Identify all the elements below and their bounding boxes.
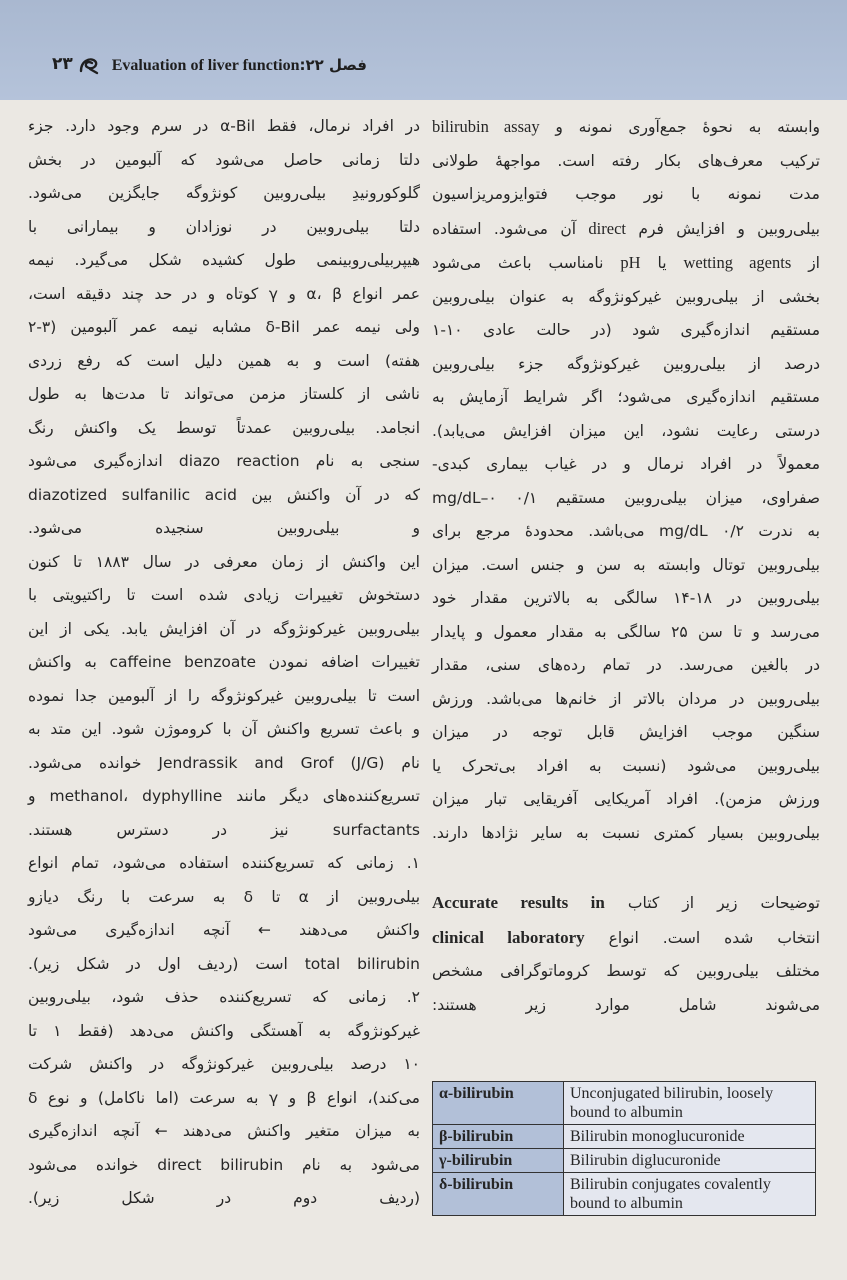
paragraph-line bbox=[432, 921, 820, 956]
paragraph-line: به میزان متغیر واکنش می‌دهند ← آنچه اندازه‌گیری bbox=[28, 1122, 420, 1140]
text-segment: یا bbox=[657, 254, 667, 272]
paragraph-line: عمر انواع α، β و γ کوتاه و در حد چند دقیقه است، bbox=[28, 284, 420, 303]
bilirubin-type-description: Bilirubin diglucuronide bbox=[564, 1149, 816, 1173]
paragraph-line: واکنش می‌دهند ← آنچه اندازه‌گیری می‌شود bbox=[28, 921, 420, 939]
paragraph-line bbox=[432, 212, 820, 247]
paragraph-line bbox=[432, 955, 820, 989]
text-segment: pH bbox=[620, 253, 641, 272]
paragraph-line: بیلی‌روبین توتال وابسته به سن و جنس است. میزان bbox=[432, 555, 820, 574]
text-segment: مختلف بیلی‌روبین که توسط کروماتوگرافی مشخص bbox=[432, 962, 820, 980]
text-segment: clinical laboratory bbox=[432, 927, 585, 947]
paragraph-line: در بالغین می‌رسد. در تمام رده‌های سنی، مقدار bbox=[432, 656, 820, 674]
text-segment: مستقیم اندازه‌گیری می‌شود؛ اگر شرایط آزمایش به bbox=[432, 388, 820, 406]
chapter-title-fa: :فصل ۲۲ bbox=[299, 56, 367, 74]
paragraph-line: بیلی‌روبین از α تا δ به سرعت با رنگ دیازو bbox=[28, 887, 421, 906]
paragraph-line: surfactants نیز در دسترس هستند. bbox=[28, 820, 420, 839]
paragraph-line: نام Jendrassik and Grof (J/G) خوانده می‌شود. bbox=[28, 753, 420, 772]
paragraph-line: ولی نیمه عمر δ-Bil مشابه نیمه عمر آلبومین (۳-۲ bbox=[28, 318, 420, 336]
paragraph-line: می‌کند)، انواع β و γ به سرعت (اما ناکامل) و نوع δ bbox=[28, 1088, 420, 1107]
chapter-title bbox=[112, 56, 367, 75]
text-segment: ترکیب معرف‌های بکار رفته است. مواجههٔ طولانی bbox=[432, 151, 820, 170]
bilirubin-type-description: Unconjugated bilirubin, loosely bound to albumin bbox=[564, 1082, 816, 1125]
page-number: ۲۳ bbox=[52, 54, 73, 74]
paragraph-line: هیپربیلی‌روبینمی طول کشیده شکل می‌گیرد. نیمه bbox=[28, 251, 420, 269]
paragraph-line: است تا بیلی‌روبین غیرکونژوگه را از آلبومین جدا نموده bbox=[28, 686, 420, 705]
text-segment: درصد از بیلی‌روبین غیرکونژوگه جزء بیلی‌روبین bbox=[432, 354, 820, 373]
paragraph-line bbox=[432, 246, 820, 281]
paragraph-line: هفته) است و به همین دلیل است که رفع زردی bbox=[28, 351, 420, 370]
paragraph-line: دلتا زمانی حاصل می‌شود که آلبومین در بخش bbox=[28, 150, 420, 169]
paragraph-line: انجامد. بیلی‌روبین عمدتاً توسط یک واکنش رنگ bbox=[28, 418, 420, 437]
paragraph-line: ۱۰ درصد بیلی‌روبین غیرکونژوگه در واکنش شرکت bbox=[28, 1055, 420, 1073]
text-segment: wetting agents bbox=[683, 253, 792, 272]
bilirubin-types-table bbox=[432, 1081, 816, 1216]
paragraph-line: سنگین موجب افزایش قابل توجه در میزان bbox=[432, 723, 820, 741]
paragraph-line: بیلی‌روبین غیرکونژوگه در آن افزایش یابد. یکی از این bbox=[28, 619, 420, 638]
text-segment: توضیحات زیر از کتاب bbox=[627, 894, 821, 912]
paragraph-line: دستخوش تغییرات زیادی شده است تا راکتیویتی با bbox=[28, 586, 420, 604]
text-segment: از bbox=[808, 254, 820, 272]
paragraph-line bbox=[432, 989, 820, 1023]
table-row bbox=[433, 1149, 816, 1173]
text-segment: بخشی از بیلی‌روبین غیرکونژوگه به عنوان بیلی‌روبین bbox=[432, 287, 820, 306]
paragraph-line: ۲. زمانی که تسریع‌کننده حذف شود، بیلی‌روبین bbox=[28, 988, 420, 1006]
bilirubin-type-name: α-bilirubin bbox=[433, 1082, 564, 1125]
text-segment: direct bbox=[588, 218, 626, 238]
paragraph-line: تغییرات اضافه نمودن caffeine benzoate به واکنش bbox=[28, 653, 420, 671]
text-segment: bilirubin assay bbox=[432, 117, 540, 136]
paragraph-line: بیلی‌روبین در ۱۸-۱۴ سالگی به بالاترین مقدار خود bbox=[432, 589, 820, 607]
paragraph-line: صفراوی، میزان بیلی‌روبین مستقیم ۰/۱ mg/dL–۰ bbox=[432, 488, 820, 507]
table-row bbox=[433, 1173, 816, 1216]
text-segment: وابسته به نحوهٔ جمع‌آوری نمونه و bbox=[555, 118, 820, 136]
chapter-mark-icon bbox=[78, 55, 100, 75]
paragraph-line: ورزش مزمن). افراد آمریکایی آفریقایی تبار میزان bbox=[432, 790, 820, 808]
paragraph-line: گلوکورونیدِ بیلی‌روبین کونژوگه جایگزین می‌شود. bbox=[28, 184, 420, 202]
paragraph-line: ۱. زمانی که تسریع‌کننده استفاده می‌شود، تمام انواع bbox=[28, 854, 420, 872]
paragraph-line bbox=[432, 415, 820, 449]
text-segment: درستی رعایت نشود، این میزان افزایش می‌یابد). bbox=[432, 421, 820, 440]
paragraph-line: (ردیف دوم در شکل زیر). bbox=[28, 1189, 420, 1207]
paragraph-gap bbox=[432, 850, 820, 886]
paragraph-line: که در آن واکنش بین diazotized sulfanilic acid bbox=[28, 485, 420, 504]
paragraph-line: سنجی به نام diazo reaction اندازه‌گیری می‌شود bbox=[28, 452, 420, 470]
bilirubin-type-description: Bilirubin monoglucuronide bbox=[564, 1125, 816, 1149]
paragraph-line: دلتا بیلی‌روبین در نوزادان و بیمارانی با bbox=[28, 217, 420, 236]
left-column bbox=[28, 110, 420, 1216]
paragraph-line: می‌شود به نام direct bilirubin خوانده می‌شود bbox=[28, 1155, 420, 1174]
right-column bbox=[432, 110, 820, 1022]
text-segment: آن می‌شود. استفاده bbox=[432, 219, 577, 238]
text-segment: نامناسب باعث می‌شود bbox=[432, 254, 604, 272]
text-segment: مدت نمونه با نور موجب فتوایزومریزاسیون bbox=[432, 185, 820, 203]
paragraph-line bbox=[432, 145, 820, 179]
bilirubin-type-description: Bilirubin conjugates covalently bound to albumin bbox=[564, 1173, 816, 1216]
paragraph-line: ناشی از کلستاز مزمن می‌تواند تا مدت‌ها به طول bbox=[28, 385, 420, 403]
paragraph-line bbox=[432, 110, 820, 145]
paragraph-line: بیلی‌روبین می‌شود (نسبت به افراد بی‌تحرک یا bbox=[432, 756, 820, 775]
paragraph-line: total bilirubin است (ردیف اول در شکل زیر). bbox=[28, 954, 420, 973]
text-segment: مستقیم اندازه‌گیری شود (در حالت عادی ۱۰-۱ bbox=[432, 321, 820, 339]
paragraph-line: و باعث تسریع واکنش آن با کروموژن شود. این متد به bbox=[28, 720, 420, 738]
bilirubin-type-name: δ-bilirubin bbox=[433, 1173, 564, 1216]
table-row bbox=[433, 1125, 816, 1149]
bilirubin-type-name: β-bilirubin bbox=[433, 1125, 564, 1149]
paragraph-line bbox=[432, 381, 820, 415]
paragraph-line: این واکنش از زمان معرفی در سال ۱۸۸۳ تا کنون bbox=[28, 552, 420, 571]
paragraph-line: غیرکونژوگه به آهستگی واکنش می‌دهد (فقط ۱ تا bbox=[28, 1021, 420, 1040]
paragraph-line bbox=[432, 281, 820, 315]
paragraph-line bbox=[432, 886, 820, 921]
text-segment: می‌شوند شامل موارد زیر هستند: bbox=[432, 995, 820, 1014]
text-segment: بیلی‌روبین و افزایش فرم bbox=[638, 219, 820, 238]
paragraph-line bbox=[432, 348, 820, 382]
header-band bbox=[0, 0, 847, 100]
paragraph-line: بیلی‌روبین بسیار کمتری نسبت به سایر نژادها دارند. bbox=[432, 823, 820, 842]
paragraph-line: تسریع‌کننده‌های دیگر مانند methanol، dyphylline و bbox=[28, 787, 420, 805]
paragraph-line: در افراد نرمال، فقط α-Bil در سرم وجود دارد. جزء bbox=[28, 117, 420, 135]
paragraph-line bbox=[432, 314, 820, 348]
chapter-title-en: Evaluation of liver function bbox=[111, 57, 300, 74]
paragraph-line: می‌رسد و تا سن ۲۵ سالگی به مقدار معمول و پایدار bbox=[432, 622, 820, 641]
bilirubin-type-name: γ-bilirubin bbox=[433, 1149, 564, 1173]
table-row bbox=[433, 1082, 816, 1125]
paragraph-line: و بیلی‌روبین سنجیده می‌شود. bbox=[28, 519, 420, 537]
text-segment: انتخاب شده است. انواع bbox=[608, 928, 820, 947]
paragraph-line: بیلی‌روبین در مردان بالاتر از خانم‌ها می‌باشد. ورزش bbox=[432, 689, 820, 708]
paragraph-line: معمولاً در افراد نرمال و در غیاب بیماری کبدی- bbox=[432, 455, 820, 473]
text-segment: Accurate results in bbox=[432, 893, 605, 912]
paragraph-line bbox=[432, 178, 820, 212]
paragraph-line: به ندرت ۰/۲ mg/dL می‌باشد. محدودهٔ مرجع برای bbox=[432, 522, 820, 540]
